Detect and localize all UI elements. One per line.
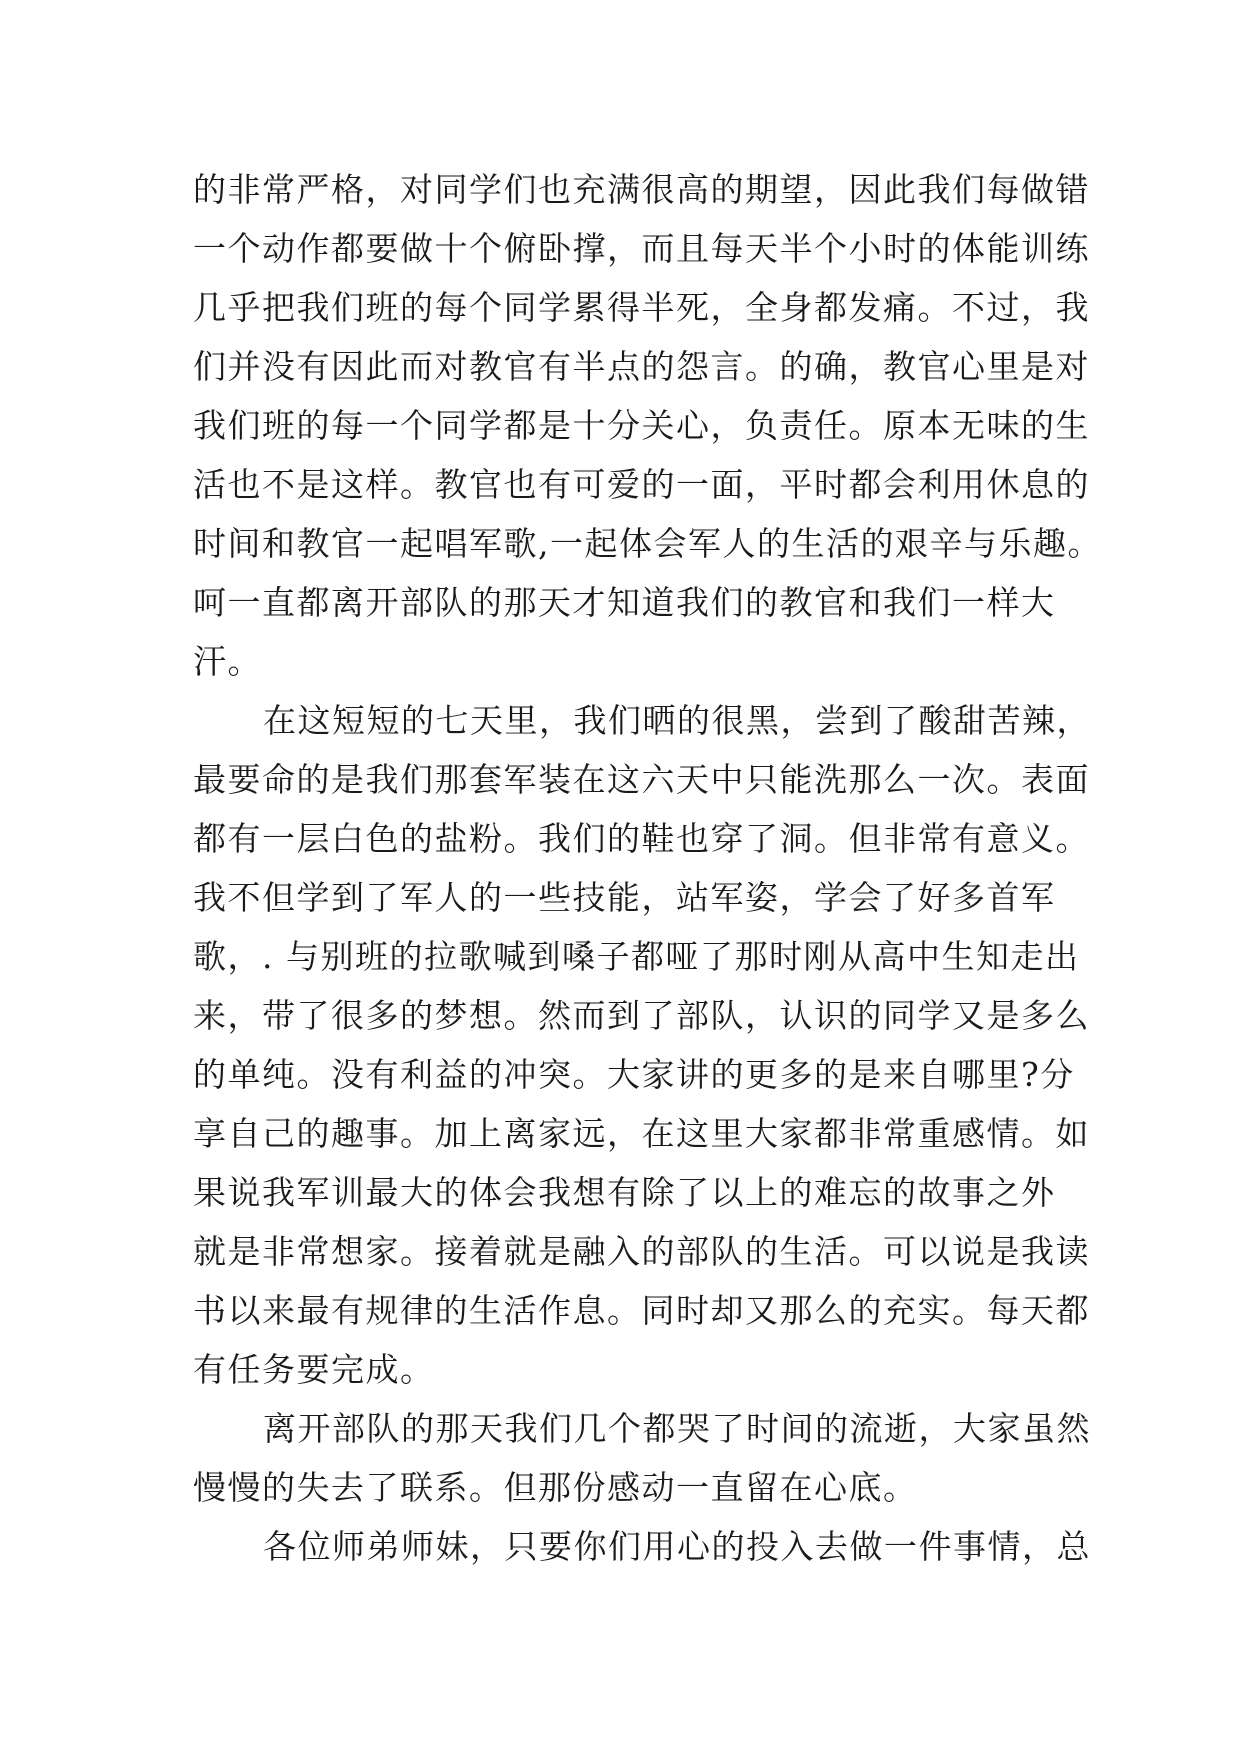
text-line: 们并没有因此而对教官有半点的怨言。的确，教官心里是对 <box>193 347 1090 386</box>
text-line: 几乎把我们班的每个同学累得半死，全身都发痛。不过，我 <box>193 288 1090 327</box>
text-line: 最要命的是我们那套军装在这六天中只能洗那么一次。表面 <box>193 760 1090 799</box>
text-line: 汗。 <box>193 642 262 681</box>
text-line: 果说我军训最大的体会我想有除了以上的难忘的故事之外 <box>193 1173 1056 1212</box>
text-line: 呵一直都离开部队的那天才知道我们的教官和我们一样大 <box>193 583 1056 622</box>
paragraph-start-line: 各位师弟师妹，只要你们用心的投入去做一件事情，总 <box>263 1527 1091 1566</box>
text-line: 慢慢的失去了联系。但那份感动一直留在心底。 <box>193 1468 918 1507</box>
text-line: 就是非常想家。接着就是融入的部队的生活。可以说是我读 <box>193 1232 1090 1271</box>
text-line: 享自己的趣事。加上离家远，在这里大家都非常重感情。如 <box>193 1114 1090 1153</box>
paragraph-start-line: 在这短短的七天里，我们晒的很黑，尝到了酸甜苦辣， <box>263 701 1091 740</box>
text-line: 来，带了很多的梦想。然而到了部队，认识的同学又是多么 <box>193 996 1090 1035</box>
text-line: 我们班的每一个同学都是十分关心，负责任。原本无味的生 <box>193 406 1090 445</box>
text-line: 时间和教官一起唱军歌,一起体会军人的生活的艰辛与乐趣。 <box>193 524 1102 563</box>
text-line: 有任务要完成。 <box>193 1350 435 1389</box>
text-line: 一个动作都要做十个俯卧撑，而且每天半个小时的体能训练 <box>193 229 1090 268</box>
text-line: 歌，. 与别班的拉歌喊到嗓子都哑了那时刚从高中生知走出 <box>193 937 1080 976</box>
text-line: 书以来最有规律的生活作息。同时却又那么的充实。每天都 <box>193 1291 1090 1330</box>
text-line: 活也不是这样。教官也有可爱的一面，平时都会利用休息的 <box>193 465 1090 504</box>
text-line: 的单纯。没有利益的冲突。大家讲的更多的是来自哪里?分 <box>193 1055 1075 1094</box>
document-page <box>193 160 1102 1576</box>
text-line: 我不但学到了军人的一些技能，站军姿，学会了好多首军 <box>193 878 1056 917</box>
text-line: 的非常严格，对同学们也充满很高的期望，因此我们每做错 <box>193 170 1090 209</box>
text-line: 都有一层白色的盐粉。我们的鞋也穿了洞。但非常有意义。 <box>193 819 1090 858</box>
paragraph-start-line: 离开部队的那天我们几个都哭了时间的流逝，大家虽然 <box>263 1409 1091 1448</box>
